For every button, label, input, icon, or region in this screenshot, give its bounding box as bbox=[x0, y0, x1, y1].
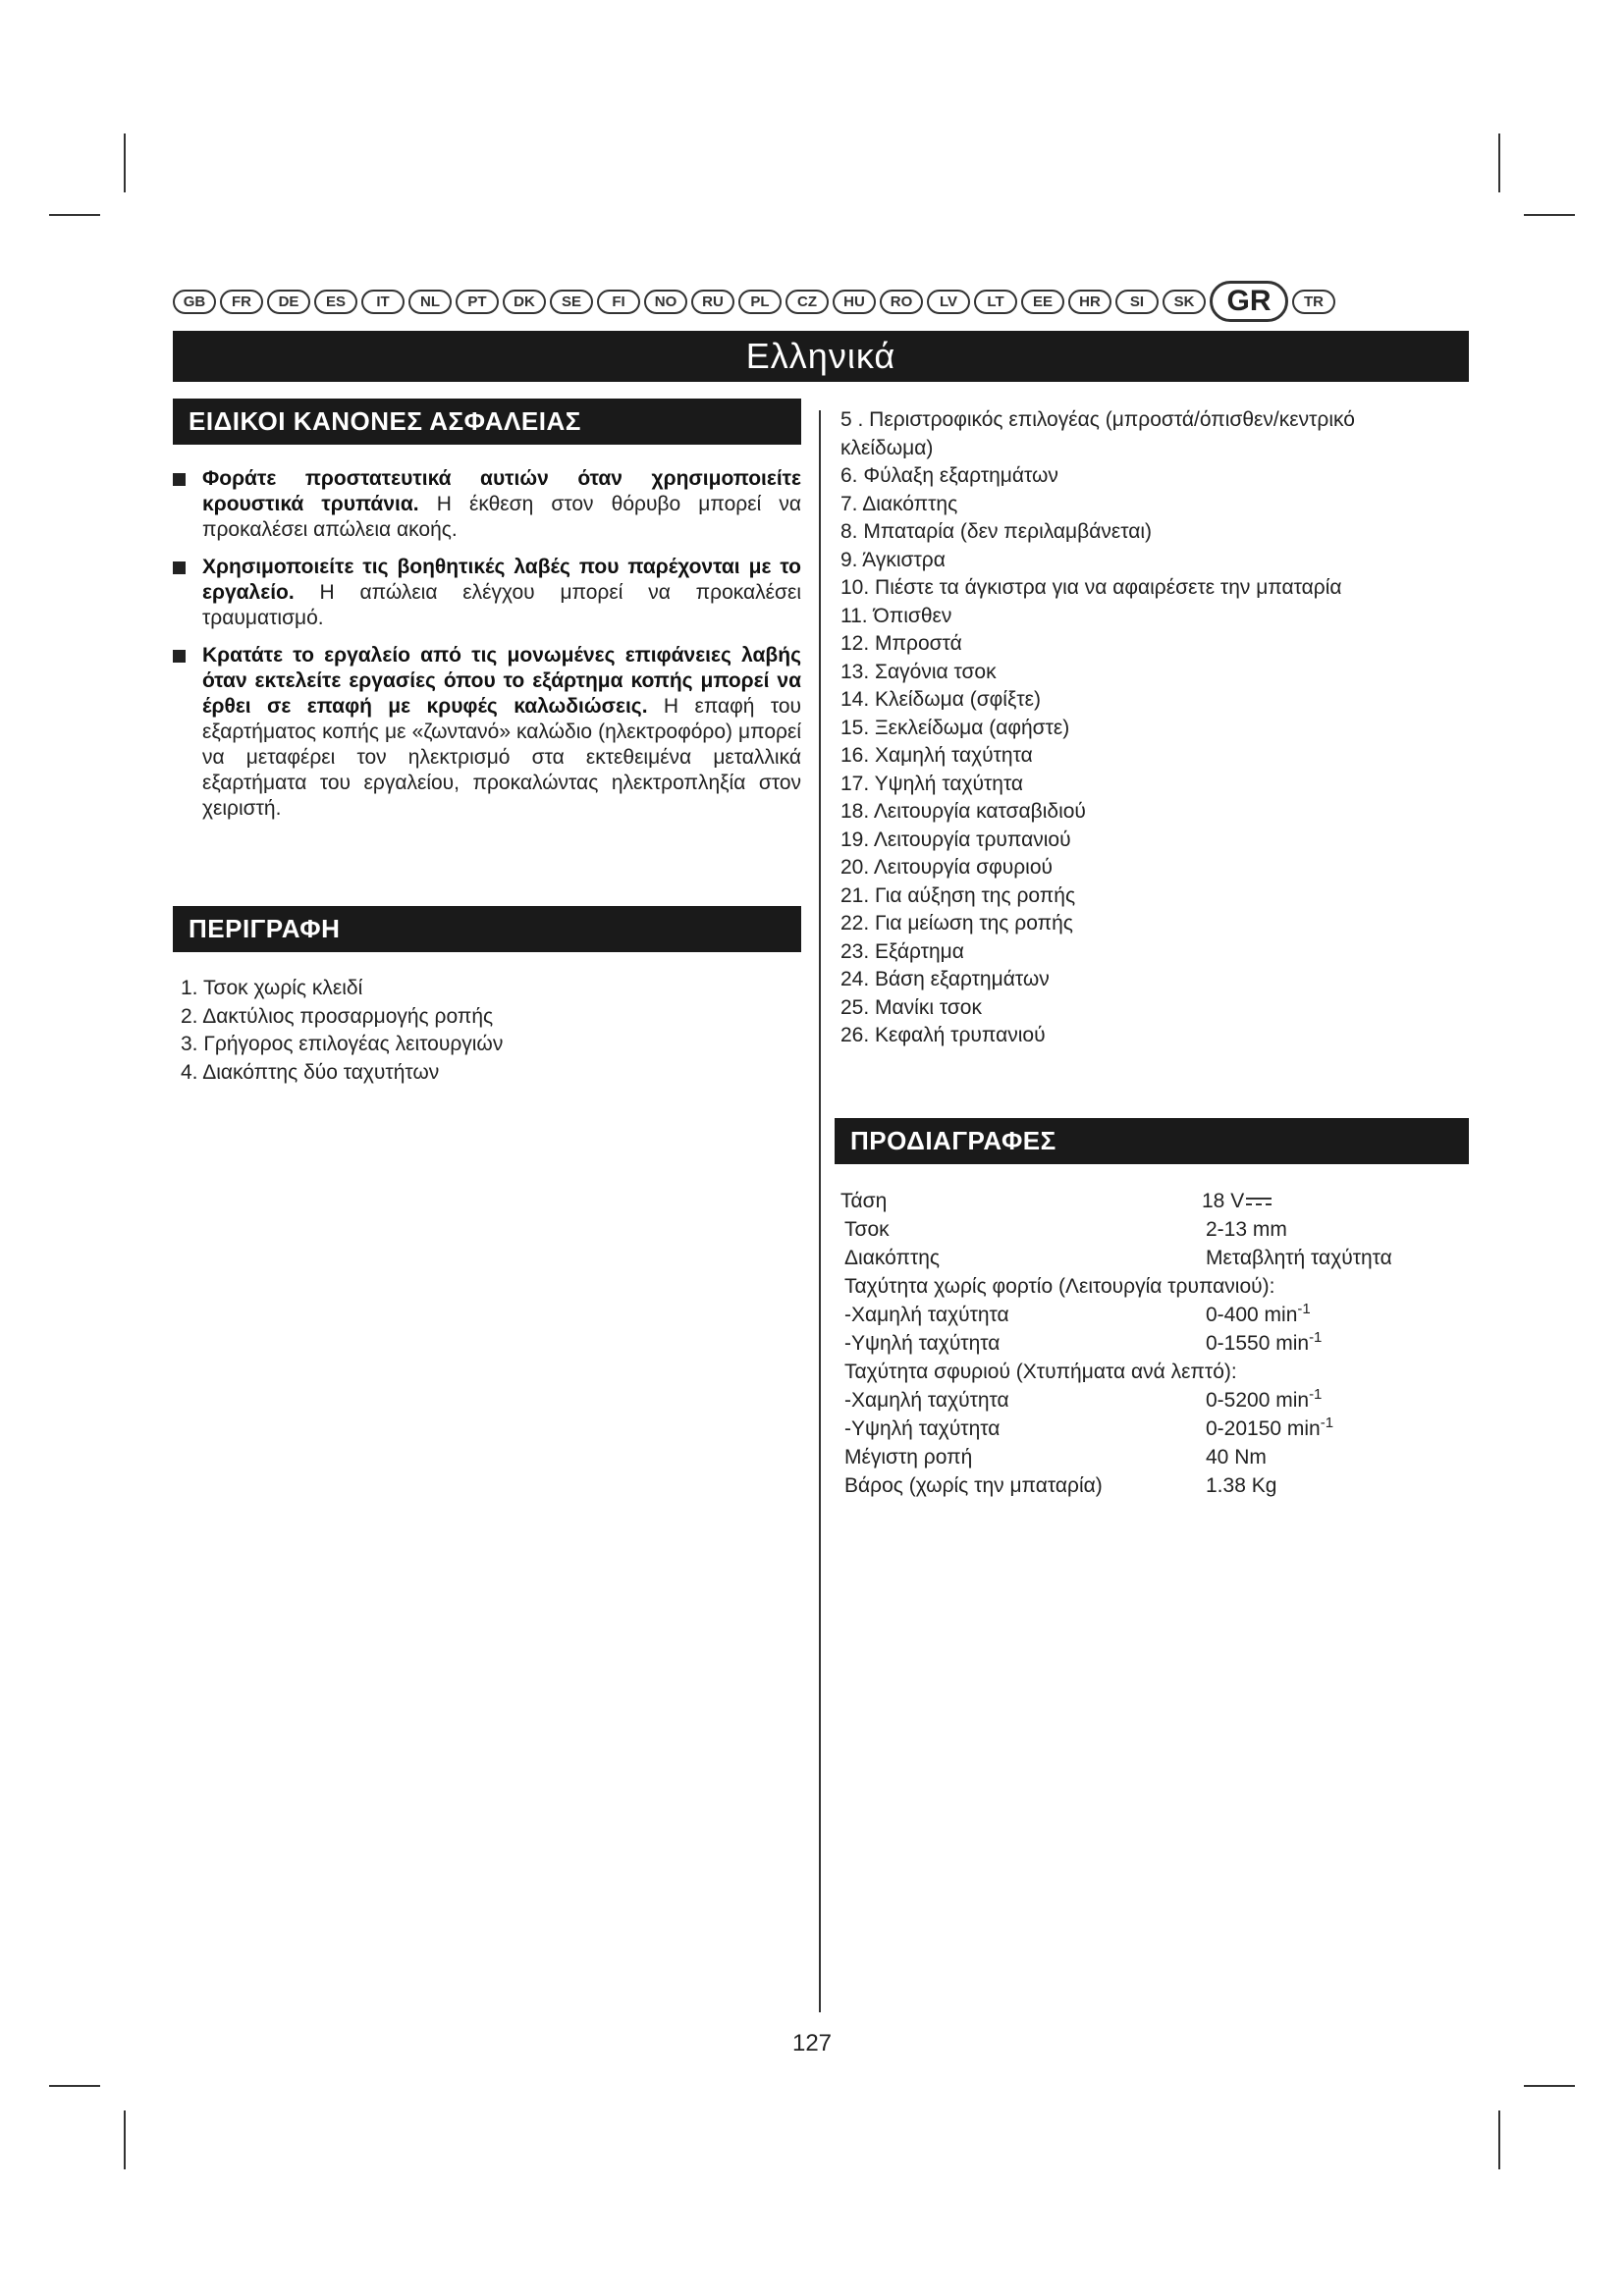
language-pill-ru: RU bbox=[691, 290, 734, 314]
description-list-left bbox=[181, 975, 503, 1087]
list-item: 17. Υψηλή ταχύτητα bbox=[840, 772, 1024, 795]
list-item: 16. Χαμηλή ταχύτητα bbox=[840, 744, 1033, 767]
language-pill-lt: LT bbox=[974, 290, 1017, 314]
language-pill-se: SE bbox=[550, 290, 593, 314]
list-item: 21. Για αύξηση της ροπής bbox=[840, 883, 1076, 907]
language-pill-gr: GR bbox=[1210, 281, 1288, 322]
language-pill-lv: LV bbox=[927, 290, 970, 314]
list-item: 10. Πιέστε τα άγκιστρα για να αφαιρέσετε την μπαταρία bbox=[840, 576, 1342, 599]
list-item: 12. Μπροστά bbox=[840, 632, 962, 655]
page-title-text: Ελληνικά bbox=[745, 336, 896, 376]
language-pill-ee: EE bbox=[1021, 290, 1064, 314]
language-pill-pt: PT bbox=[456, 290, 499, 314]
crop-mark bbox=[1524, 2085, 1575, 2087]
spec-hammer-low: -Χαμηλή ταχύτητα 0-5200 $\min^{-1}$ bbox=[844, 1386, 1323, 1412]
spec-hammer-heading: Ταχύτητα σφυριού (Χτυπήματα ανά λεπτό): bbox=[844, 1361, 1237, 1383]
language-pill-pl: PL bbox=[738, 290, 782, 314]
list-item: 20. Λειτουργία σφυριού bbox=[840, 856, 1054, 879]
language-pill-fi: FI bbox=[597, 290, 640, 314]
bullet-square-icon bbox=[173, 473, 186, 486]
safety-rules bbox=[173, 466, 801, 833]
list-item: 11. Όπισθεν bbox=[840, 604, 952, 627]
column-divider bbox=[819, 410, 821, 2012]
list-item: 14. Κλείδωμα (σφίξτε) bbox=[840, 688, 1042, 711]
language-pill-es: ES bbox=[314, 290, 357, 314]
language-pill-hr: HR bbox=[1068, 290, 1111, 314]
crop-mark bbox=[49, 214, 100, 216]
list-item: 1. Τσοκ χωρίς κλειδί bbox=[181, 977, 363, 999]
list-item: 3. Γρήγορος επιλογέας λειτουργιών bbox=[181, 1033, 504, 1055]
list-item: 13. Σαγόνια τσοκ bbox=[840, 660, 997, 683]
language-pill-si: SI bbox=[1115, 290, 1159, 314]
language-pill-nl: NL bbox=[408, 290, 452, 314]
page-title bbox=[173, 331, 1469, 382]
language-pill-gb: GB bbox=[173, 290, 216, 314]
dc-current-icon bbox=[1246, 1196, 1272, 1207]
list-item: 24. Βάση εξαρτημάτων bbox=[840, 968, 1050, 990]
language-pill-de: DE bbox=[267, 290, 310, 314]
language-pill-it: IT bbox=[361, 290, 405, 314]
list-item: 9. Άγκιστρα bbox=[840, 548, 946, 571]
language-pill-cz: CZ bbox=[785, 290, 829, 314]
list-item: 18. Λειτουργία κατσαβιδιού bbox=[840, 800, 1086, 823]
language-pill-ro: RO bbox=[880, 290, 923, 314]
spec-voltage: Τάση 18 V bbox=[840, 1187, 1469, 1215]
spec-weight: Βάρος (χωρίς την μπαταρία) 1.38 Kg bbox=[844, 1474, 1277, 1497]
list-item: 8. Μπαταρία (δεν περιλαμβάνεται) bbox=[840, 520, 1153, 543]
list-item: 5 . Περιστροφικός επιλογέας (μπροστά/όπισθεν/κεντρικό bbox=[840, 408, 1355, 431]
language-pill-sk: SK bbox=[1163, 290, 1206, 314]
list-item: 15. Ξεκλείδωμα (αφήστε) bbox=[840, 716, 1070, 739]
spec-high-speed: -Υψηλή ταχύτητα 0-1550 $\min^{-1}$ bbox=[844, 1329, 1323, 1355]
crop-mark bbox=[1498, 133, 1500, 192]
specs-heading: ΠΡΟΔΙΑΓΡΑΦΕΣ bbox=[835, 1118, 1469, 1164]
list-item: 22. Για μείωση της ροπής bbox=[840, 912, 1073, 934]
bullet-square-icon bbox=[173, 561, 186, 574]
crop-mark bbox=[1498, 2110, 1500, 2169]
crop-mark bbox=[49, 2085, 100, 2087]
page-number: 127 bbox=[791, 2030, 833, 2056]
list-item: 7. Διακόπτης bbox=[840, 492, 958, 515]
language-pill-no: NO bbox=[644, 290, 687, 314]
spec-no-load-heading: Ταχύτητα χωρίς φορτίο (Λειτουργία τρυπανιού): bbox=[844, 1275, 1275, 1298]
crop-mark bbox=[1524, 214, 1575, 216]
list-item: 26. Κεφαλή τρυπανιού bbox=[840, 1024, 1046, 1046]
list-item: 6. Φύλαξη εξαρτημάτων bbox=[840, 464, 1058, 487]
list-item: 23. Εξάρτημα bbox=[840, 939, 964, 963]
safety-rule: Κρατάτε το εργαλείο από τις μονωμένες επιφάνειες λαβής όταν εκτελείτε εργασίες όπου το εξάρτημα κοπής μπορεί να έρθει σε επαφή με κρυφές καλωδιώσεις. Η επαφή του εξαρτήματος κοπής με «ζωντανό» καλώδιο (ηλεκτροφόρο) μπορεί να μεταφέρει τον ηλεκτρισμό στα εκτεθειμένα μεταλλικά εξαρτήματα του εργαλείου, προκαλώντας ηλεκτροπληξία στον χειριστή. bbox=[173, 643, 801, 822]
description-list-right bbox=[840, 406, 1355, 1050]
language-pill-fr: FR bbox=[220, 290, 263, 314]
spec-chuck: Τσοκ 2-13 mm bbox=[844, 1218, 1287, 1241]
list-item: 4. Διακόπτης δύο ταχυτήτων bbox=[181, 1060, 440, 1084]
list-item: 2. Δακτύλιος προσαρμογής ροπής bbox=[181, 1004, 494, 1028]
safety-rule: Φοράτε προστατευτικά αυτιών όταν χρησιμοποιείτε κρουστικά τρυπάνια. Η έκθεση στον θόρυβο μπορεί να προκαλέσει απώλεια ακοής. bbox=[173, 466, 801, 543]
spec-switch: Διακόπτης Μεταβλητή ταχύτητα bbox=[844, 1247, 1392, 1269]
crop-mark bbox=[124, 133, 126, 192]
specs-table bbox=[840, 1187, 1469, 1500]
spec-torque: Μέγιστη ροπή 40 Nm bbox=[844, 1446, 1267, 1468]
safety-heading: ΕΙΔΙΚΟΙ ΚΑΝΟΝΕΣ ΑΣΦΑΛΕΙΑΣ bbox=[173, 399, 801, 445]
spec-low-speed: -Χαμηλή ταχύτητα 0-400 $\min^{-1}$ bbox=[844, 1301, 1311, 1326]
list-item: κλείδωμα) bbox=[840, 436, 934, 459]
crop-mark bbox=[124, 2110, 126, 2169]
list-item: 25. Μανίκι τσοκ bbox=[840, 995, 982, 1019]
spec-hammer-high: -Υψηλή ταχύτητα 0-20150 $\min^{-1}$ bbox=[844, 1415, 1334, 1440]
language-pill-tr: TR bbox=[1292, 290, 1335, 314]
description-heading: ΠΕΡΙΓΡΑΦΗ bbox=[173, 906, 801, 952]
language-pill-hu: HU bbox=[833, 290, 876, 314]
safety-rule: Χρησιμοποιείτε τις βοηθητικές λαβές που παρέχονται με το εργαλείο. Η απώλεια ελέγχου μπορεί να προκαλέσει τραυματισμό. bbox=[173, 555, 801, 631]
list-item: 19. Λειτουργία τρυπανιού bbox=[840, 828, 1071, 851]
bullet-square-icon bbox=[173, 650, 186, 663]
language-selector bbox=[173, 280, 1469, 323]
language-pill-dk: DK bbox=[503, 290, 546, 314]
